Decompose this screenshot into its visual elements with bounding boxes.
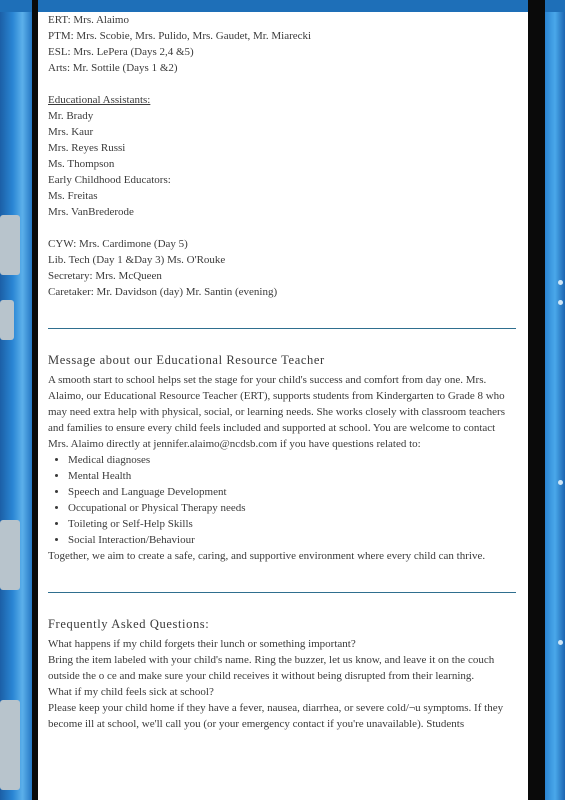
ea-line: Ms. Thompson	[48, 158, 115, 170]
ert-paragraph: A smooth start to school helps set the stage for your child's success and comfort from day one. Mrs. Alaimo, our Educational Resource Teacher (ERT), supports students from Kindergarten to Grade 8 who may need extra help with physical, social, or learning needs. She works closely with classroom teachers and families to ensure every child feels included and supported at school. You are welcome to contact Mrs. Alaimo directly at jennifer.alaimo@ncdsb.com if you have questions related to:	[48, 374, 505, 450]
locker-vent-graphic	[558, 280, 563, 285]
educational-assistants-list	[48, 92, 516, 220]
staff-line-lib-tech: Lib. Tech (Day 1 &Day 3) Ms. O'Rouke	[48, 254, 226, 266]
staff-list	[48, 12, 516, 76]
faq-section	[48, 616, 516, 732]
list-item: • Medical diagnoses	[68, 452, 516, 468]
ert-message-section	[48, 352, 516, 564]
spacer	[48, 564, 516, 592]
faq-answer: Please keep your child home if they have a fever, nausea, diarrhea, or severe cold/¬u symptoms. If they become ill at school, we'll call you (or your emergency contact if you're unavailable). Students	[48, 702, 504, 730]
ea-line: Ms. Freitas	[48, 190, 98, 202]
ea-line: Mrs. Kaur	[48, 126, 94, 138]
locker-latch-graphic	[0, 300, 14, 340]
ert-topics-list	[48, 452, 516, 548]
locker-latch-graphic	[0, 215, 20, 275]
locker-latch-graphic	[0, 520, 20, 590]
ea-line: Mrs. VanBrederode	[48, 206, 134, 218]
ea-line: Mrs. Reyes Russi	[48, 142, 126, 154]
background-left-lockers	[0, 0, 32, 800]
staff-line-esl: ESL: Mrs. LePera (Days 2,4 &5)	[48, 46, 194, 58]
ea-line: Mr. Brady	[48, 110, 94, 122]
staff-line-secretary: Secretary: Mrs. McQueen	[48, 270, 162, 282]
newsletter-content	[48, 12, 516, 732]
faq-question: What happens if my child forgets their lunch or something important?	[48, 638, 356, 650]
spacer	[48, 593, 516, 616]
spacer	[48, 220, 516, 236]
spacer	[48, 76, 516, 92]
other-staff-list	[48, 236, 516, 300]
locker-vent-graphic	[558, 480, 563, 485]
spacer	[48, 300, 516, 328]
ea-heading: Educational Assistants:	[48, 94, 151, 106]
faq-question: What if my child feels sick at school?	[48, 686, 214, 698]
staff-line-cyw: CYW: Mrs. Cardimone (Day 5)	[48, 238, 188, 250]
list-item: • Social Interaction/Behaviour	[68, 532, 516, 548]
newsletter-page	[38, 12, 528, 800]
locker-vent-graphic	[558, 300, 563, 305]
staff-line-caretaker: Caretaker: Mr. Davidson (day) Mr. Santin (evening)	[48, 286, 278, 298]
list-item: • Mental Health	[68, 468, 516, 484]
locker-latch-graphic	[0, 700, 20, 790]
faq-answer: Bring the item labeled with your child's name. Ring the buzzer, let us know, and leave it on the couch outside the o ce and make sure your child receives it without being disrupted from their learning.	[48, 654, 495, 682]
list-item: • Toileting or Self-Help Skills	[68, 516, 516, 532]
ert-section-heading: Message about our Educational Resource Teacher	[48, 353, 325, 367]
staff-line-ert: ERT: Mrs. Alaimo	[48, 14, 129, 26]
staff-line-arts: Arts: Mr. Sottile (Days 1 &2)	[48, 62, 178, 74]
locker-vent-graphic	[558, 640, 563, 645]
faq-heading: Frequently Asked Questions:	[48, 617, 210, 631]
spacer	[48, 329, 516, 352]
staff-line-ptm: PTM: Mrs. Scobie, Mrs. Pulido, Mrs. Gaudet, Mr. Miarecki	[48, 30, 312, 42]
ert-closing: Together, we aim to create a safe, caring, and supportive environment where every child can thrive.	[48, 550, 486, 562]
top-strip	[0, 0, 565, 12]
list-item: • Speech and Language Development	[68, 484, 516, 500]
ece-heading: Early Childhood Educators:	[48, 174, 171, 186]
page-border-right	[528, 0, 545, 800]
background-right-lockers	[545, 0, 565, 800]
list-item: • Occupational or Physical Therapy needs	[68, 500, 516, 516]
